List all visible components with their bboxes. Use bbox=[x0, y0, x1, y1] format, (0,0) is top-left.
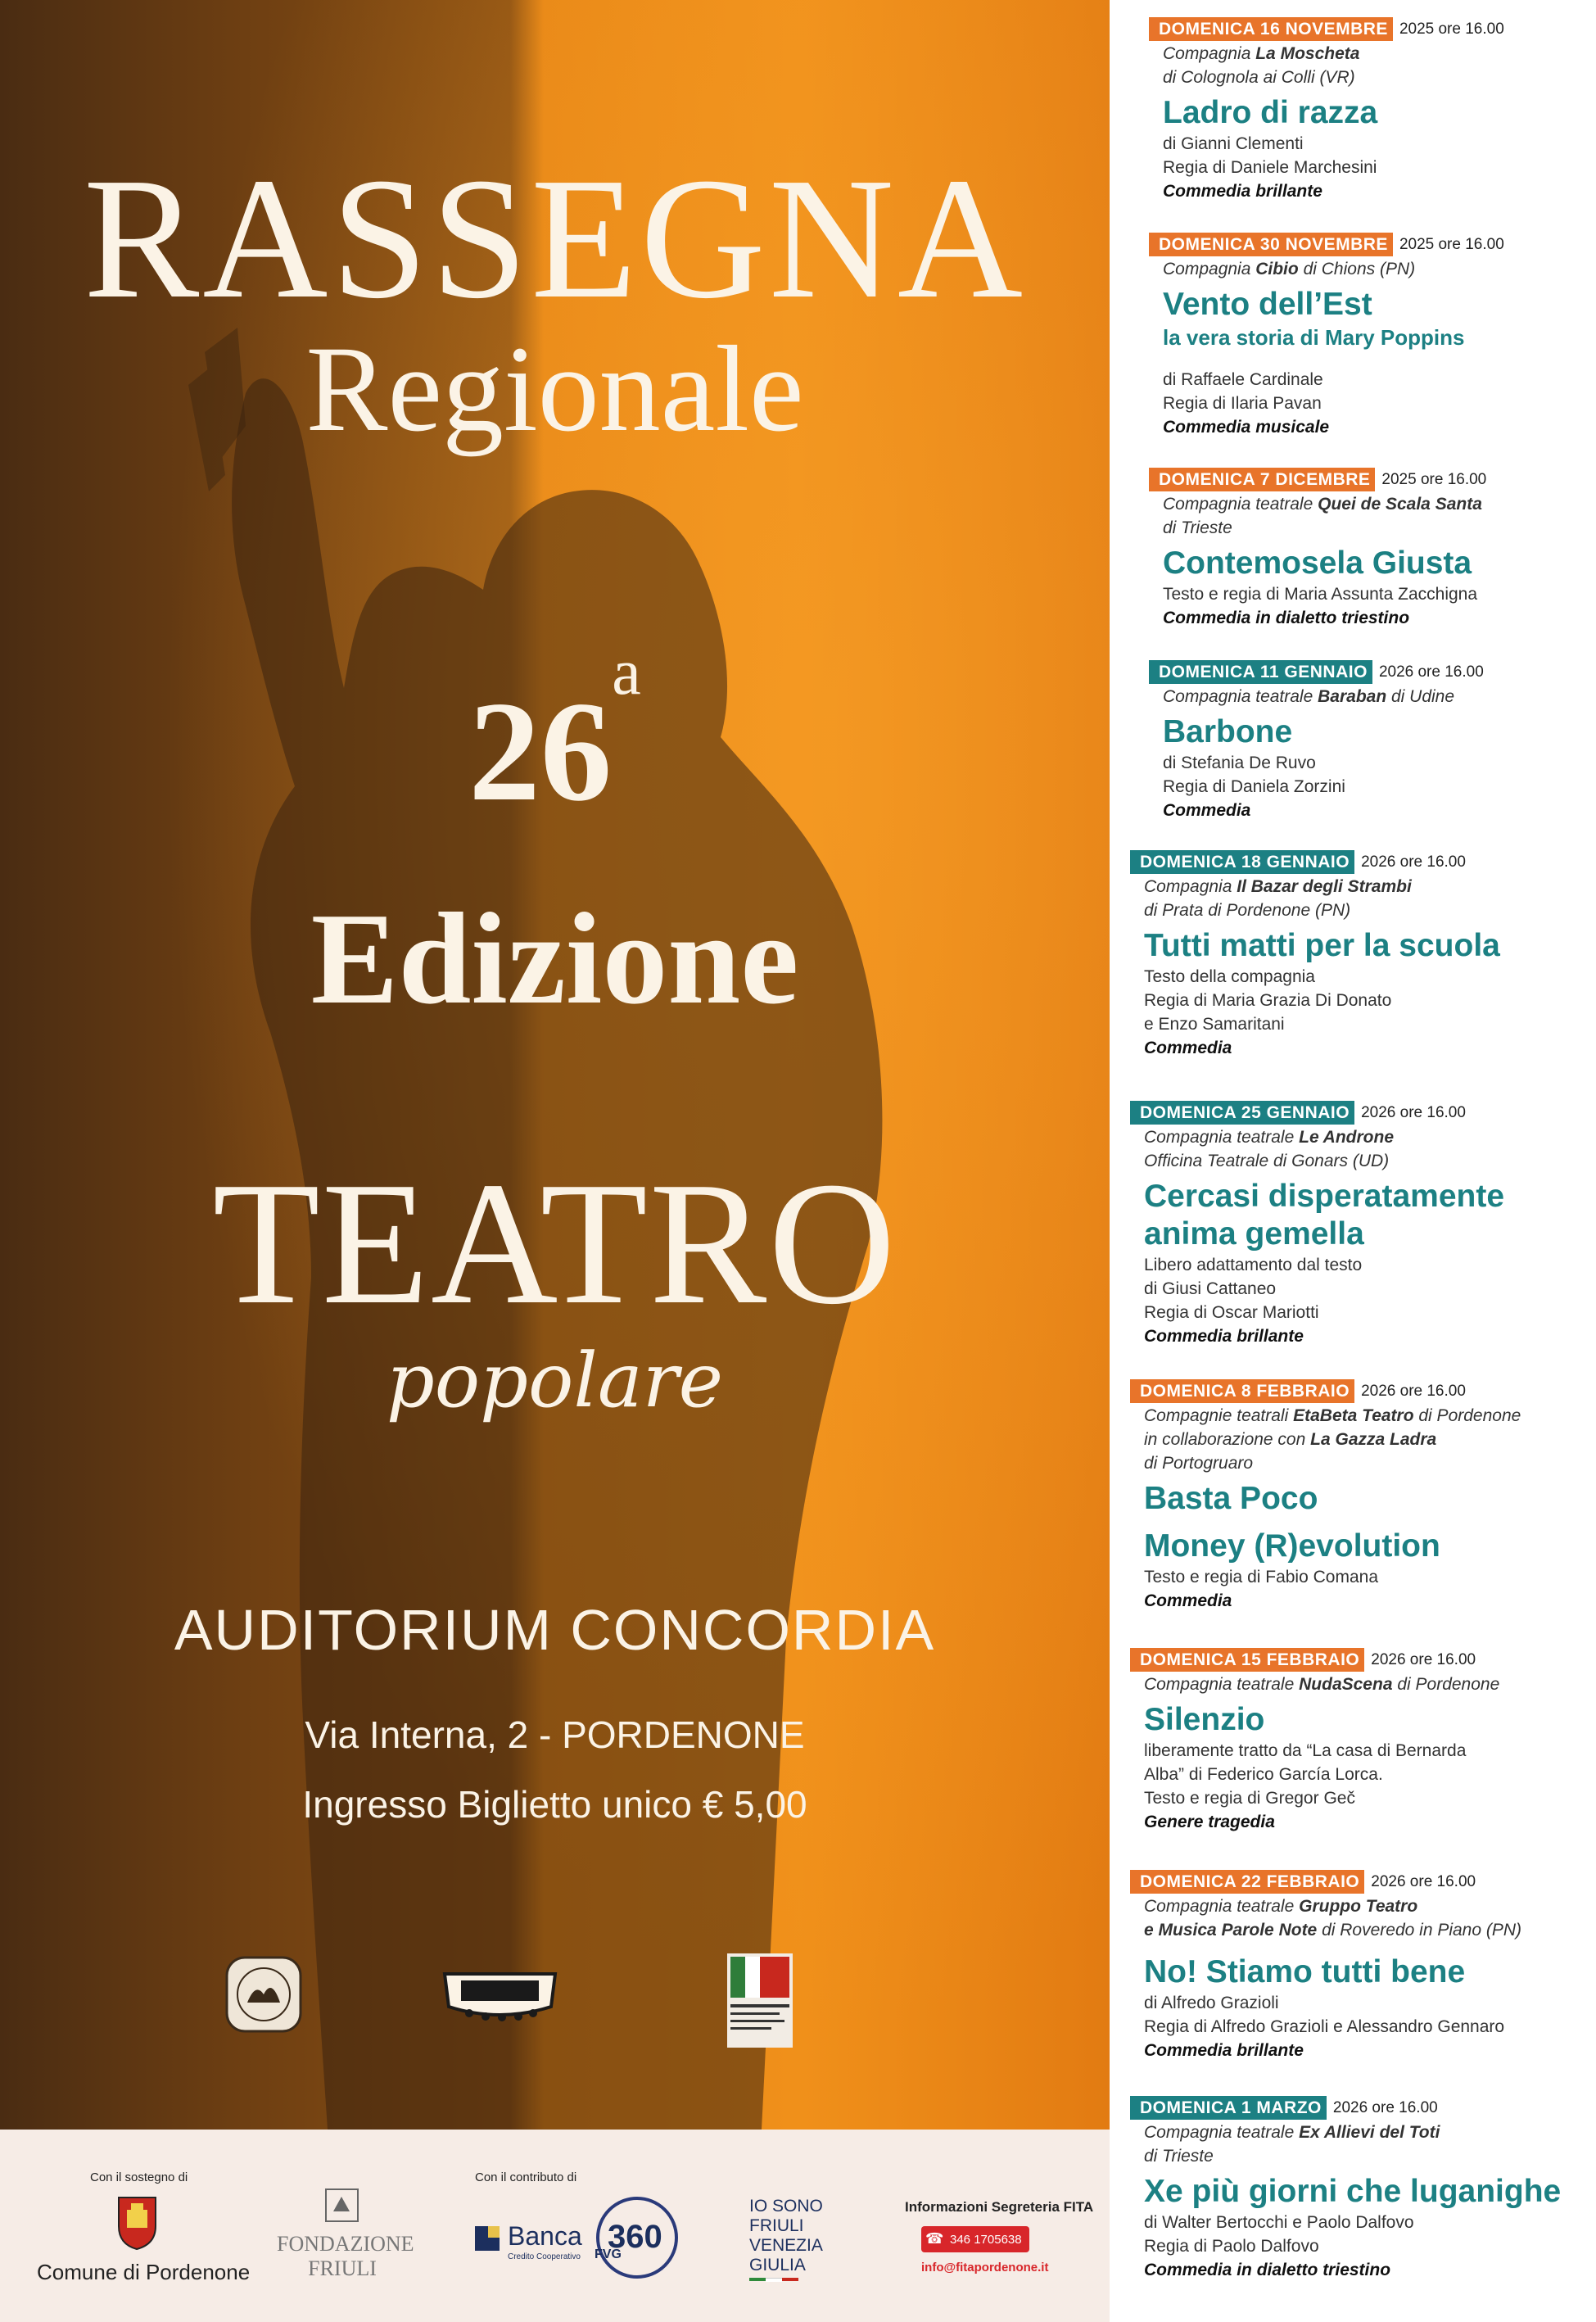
sponsor-footer bbox=[0, 2130, 1110, 2322]
event-genre: Commedia bbox=[1144, 1591, 1232, 1610]
poster-ticket-price: Ingresso Biglietto unico € 5,00 bbox=[302, 1783, 807, 1826]
banca-360-label: 360 bbox=[608, 2219, 662, 2255]
event-credit: Regia di Maria Grazia Di Donato bbox=[1144, 991, 1392, 1010]
event-date-row bbox=[1110, 467, 1596, 492]
event-genre: Commedia brillante bbox=[1144, 1327, 1304, 1346]
support-label: Con il sostegno di bbox=[90, 2170, 188, 2184]
event-title: Basta Poco bbox=[1144, 1481, 1318, 1516]
banca-fvg-label: FVG bbox=[595, 2247, 622, 2261]
event-date-row bbox=[1110, 232, 1596, 257]
event-date-row bbox=[1110, 849, 1596, 875]
fvg-line2: FRIULI bbox=[749, 2216, 804, 2235]
event-collaboration: in collaborazione con La Gazza Ladra bbox=[1144, 1430, 1437, 1449]
event-credit: Regia di Daniela Zorzini bbox=[1163, 777, 1345, 796]
event-company: Compagnia teatrale NudaScena di Pordenone bbox=[1144, 1675, 1500, 1694]
event-genre: Commedia brillante bbox=[1144, 2041, 1304, 2060]
event-genre: Commedia musicale bbox=[1163, 418, 1330, 437]
event-origin: di Colognola ai Colli (VR) bbox=[1163, 68, 1355, 87]
comune-coat-of-arms-icon bbox=[115, 2193, 160, 2251]
event-year-time: 2026 ore 16.00 bbox=[1361, 1103, 1466, 1121]
event-date-badge: DOMENICA 18 GENNAIO bbox=[1130, 850, 1354, 874]
banca-subtitle: Credito Cooperativo bbox=[508, 2252, 581, 2261]
phone-icon: ☎ bbox=[925, 2230, 944, 2247]
poster-title-regionale: Regionale bbox=[305, 321, 804, 457]
event-genre: Commedia in dialetto triestino bbox=[1144, 2261, 1391, 2279]
poster-title-popolare: popolare bbox=[386, 1337, 724, 1424]
event-year-time: 2026 ore 16.00 bbox=[1378, 663, 1484, 681]
event-item bbox=[1110, 849, 1596, 1060]
event-credit: Regia di Daniele Marchesini bbox=[1163, 158, 1377, 177]
event-item bbox=[1110, 659, 1596, 822]
event-date-badge: DOMENICA 25 GENNAIO bbox=[1130, 1101, 1354, 1125]
fita-committee-logo bbox=[727, 1953, 793, 2048]
banca-label: Banca bbox=[508, 2221, 582, 2251]
event-credit: Testo e regia di Gregor Geč bbox=[1144, 1789, 1355, 1808]
poster-address: Via Interna, 2 - PORDENONE bbox=[305, 1713, 805, 1756]
event-genre: Genere tragedia bbox=[1144, 1813, 1275, 1831]
event-credit: di Walter Bertocchi e Paolo Dalfovo bbox=[1144, 2213, 1414, 2232]
event-credit: Regia di Ilaria Pavan bbox=[1163, 394, 1322, 413]
event-title: Ladro di razza bbox=[1163, 95, 1378, 130]
fondazione-friuli-icon bbox=[323, 2187, 360, 2224]
fvg-line3: VENEZIA bbox=[749, 2236, 823, 2255]
event-genre: Commedia bbox=[1163, 801, 1251, 820]
phone-number: 346 1705638 bbox=[950, 2233, 1022, 2247]
event-item bbox=[1110, 2095, 1596, 2282]
fvg-line1: IO SONO bbox=[749, 2197, 823, 2216]
event-credit: Testo e regia di Maria Assunta Zacchigna bbox=[1163, 585, 1478, 604]
event-date-row bbox=[1110, 1647, 1596, 1672]
event-date-row bbox=[1110, 1378, 1596, 1404]
event-date-row bbox=[1110, 1869, 1596, 1894]
event-origin: Officina Teatrale di Gonars (UD) bbox=[1144, 1152, 1390, 1170]
edition-number: 26 bbox=[468, 672, 613, 831]
event-year-time: 2026 ore 16.00 bbox=[1361, 853, 1466, 871]
event-credit: Testo e regia di Fabio Comana bbox=[1144, 1568, 1378, 1586]
event-date-badge: DOMENICA 22 FEBBRAIO bbox=[1130, 1870, 1364, 1894]
event-company: Compagnia teatrale Le Androne bbox=[1144, 1128, 1395, 1147]
event-credit: Regia di Oscar Mariotti bbox=[1144, 1303, 1319, 1322]
event-subtitle: la vera storia di Mary Poppins bbox=[1163, 325, 1465, 350]
event-date-badge: DOMENICA 8 FEBBRAIO bbox=[1130, 1379, 1354, 1403]
event-item bbox=[1110, 1869, 1596, 2062]
poster-edition-number bbox=[0, 636, 1110, 831]
event-item bbox=[1110, 16, 1596, 203]
event-title: Contemosela Giusta bbox=[1163, 545, 1472, 581]
event-credit: Alba” di Federico García Lorca. bbox=[1144, 1765, 1383, 1784]
event-year-time: 2025 ore 16.00 bbox=[1399, 235, 1504, 253]
theatre-company-logo bbox=[436, 1958, 563, 2027]
event-date-badge: DOMENICA 30 NOVEMBRE bbox=[1149, 233, 1393, 256]
event-date-badge: DOMENICA 7 DICEMBRE bbox=[1149, 468, 1375, 491]
event-title: Vento dell’Est bbox=[1163, 287, 1372, 322]
event-title: Silenzio bbox=[1144, 1702, 1265, 1737]
event-title: Xe più giorni che luganighe bbox=[1144, 2174, 1562, 2209]
event-date-row bbox=[1110, 659, 1596, 685]
poster-title-rassegna: RASSEGNA bbox=[83, 142, 1027, 334]
event-date-row bbox=[1110, 2095, 1596, 2121]
event-date-badge: DOMENICA 1 MARZO bbox=[1130, 2096, 1327, 2120]
banca-logo-accent bbox=[488, 2226, 500, 2238]
poster-venue: AUDITORIUM CONCORDIA bbox=[174, 1598, 936, 1662]
event-credit: Libero adattamento dal testo bbox=[1144, 1256, 1363, 1274]
event-company: Compagnie teatrali EtaBeta Teatro di Pordenone bbox=[1144, 1406, 1521, 1425]
event-origin: di Prata di Pordenone (PN) bbox=[1144, 901, 1351, 920]
event-company: Compagnia teatrale Ex Allievi del Toti bbox=[1144, 2123, 1440, 2142]
event-item bbox=[1110, 1378, 1596, 1613]
event-date-badge: DOMENICA 11 GENNAIO bbox=[1149, 660, 1372, 684]
event-genre: Commedia bbox=[1144, 1039, 1232, 1057]
fvg-flag-white bbox=[766, 2278, 782, 2282]
event-company: Compagnia teatrale Quei de Scala Santa bbox=[1163, 495, 1482, 514]
event-title-line2: Money (R)evolution bbox=[1144, 1528, 1440, 1564]
edition-superscript: a bbox=[612, 636, 641, 708]
event-title: No! Stiamo tutti bene bbox=[1144, 1954, 1466, 1989]
event-item bbox=[1110, 1100, 1596, 1348]
event-credit: Regia di Alfredo Grazioli e Alessandro Gennaro bbox=[1144, 2017, 1505, 2036]
event-year-time: 2026 ore 16.00 bbox=[1361, 1382, 1466, 1400]
event-date-row bbox=[1110, 16, 1596, 42]
event-date-badge: DOMENICA 15 FEBBRAIO bbox=[1130, 1648, 1364, 1672]
comune-pordenone-label: Comune di Pordenone bbox=[37, 2260, 251, 2284]
event-year-time: 2026 ore 16.00 bbox=[1332, 2098, 1438, 2116]
event-company: Compagnia teatrale Gruppo Teatro bbox=[1144, 1897, 1418, 1916]
event-item bbox=[1110, 1647, 1596, 1834]
event-item bbox=[1110, 232, 1596, 439]
events-schedule bbox=[1110, 0, 1596, 2322]
event-company: Compagnia Il Bazar degli Strambi bbox=[1144, 877, 1412, 896]
event-company-line2: e Musica Parole Note di Roveredo in Piano (PN) bbox=[1144, 1921, 1522, 1940]
event-date-row bbox=[1110, 1100, 1596, 1125]
event-company: Compagnia La Moscheta bbox=[1163, 44, 1360, 63]
event-date-badge: DOMENICA 16 NOVEMBRE bbox=[1149, 17, 1393, 41]
event-credit: di Alfredo Grazioli bbox=[1144, 1994, 1279, 2012]
event-credit: e Enzo Samaritani bbox=[1144, 1015, 1285, 1034]
event-credit: di Stefania De Ruvo bbox=[1163, 754, 1316, 772]
event-origin: di Trieste bbox=[1163, 518, 1232, 537]
event-credit: di Giusi Cattaneo bbox=[1144, 1279, 1277, 1298]
event-genre: Commedia brillante bbox=[1163, 182, 1322, 201]
event-credit: di Raffaele Cardinale bbox=[1163, 370, 1323, 389]
event-item bbox=[1110, 467, 1596, 630]
event-origin: di Portogruaro bbox=[1144, 1454, 1254, 1473]
event-year-time: 2025 ore 16.00 bbox=[1381, 470, 1487, 488]
event-title: Tutti matti per la scuola bbox=[1144, 928, 1500, 963]
email-link[interactable]: info@fitapordenone.it bbox=[921, 2261, 1049, 2274]
event-year-time: 2026 ore 16.00 bbox=[1371, 1872, 1476, 1890]
event-credit: Regia di Paolo Dalfovo bbox=[1144, 2237, 1319, 2256]
event-company: Compagnia teatrale Baraban di Udine bbox=[1163, 687, 1455, 706]
event-title: Cercasi disperatamente bbox=[1144, 1179, 1505, 1214]
fondazione-line2: FRIULI bbox=[308, 2256, 377, 2280]
event-genre: Commedia in dialetto triestino bbox=[1163, 609, 1410, 627]
poster-edition-label: Edizione bbox=[310, 885, 799, 1031]
event-company: Compagnia Cibio di Chions (PN) bbox=[1163, 260, 1416, 278]
contributo-label: Con il contributo di bbox=[475, 2170, 577, 2184]
event-credit: di Gianni Clementi bbox=[1163, 134, 1304, 153]
fondazione-line1: FONDAZIONE bbox=[277, 2232, 414, 2256]
event-title-line2: anima gemella bbox=[1144, 1216, 1364, 1252]
info-title: Informazioni Segreteria FITA bbox=[905, 2199, 1094, 2215]
event-title: Barbone bbox=[1163, 714, 1293, 749]
event-credit: Testo della compagnia bbox=[1144, 967, 1315, 986]
fvg-line4: GIULIA bbox=[749, 2256, 806, 2274]
poster-title-teatro: TEATRO bbox=[212, 1145, 897, 1341]
fvg-flag-red bbox=[782, 2278, 798, 2281]
event-year-time: 2025 ore 16.00 bbox=[1399, 20, 1504, 38]
event-year-time: 2026 ore 16.00 bbox=[1371, 1650, 1476, 1668]
fvg-flag-green bbox=[749, 2278, 766, 2281]
event-origin: di Trieste bbox=[1144, 2147, 1214, 2166]
pordenone-association-logo bbox=[223, 1953, 305, 2035]
event-credit: liberamente tratto da “La casa di Bernarda bbox=[1144, 1741, 1467, 1760]
